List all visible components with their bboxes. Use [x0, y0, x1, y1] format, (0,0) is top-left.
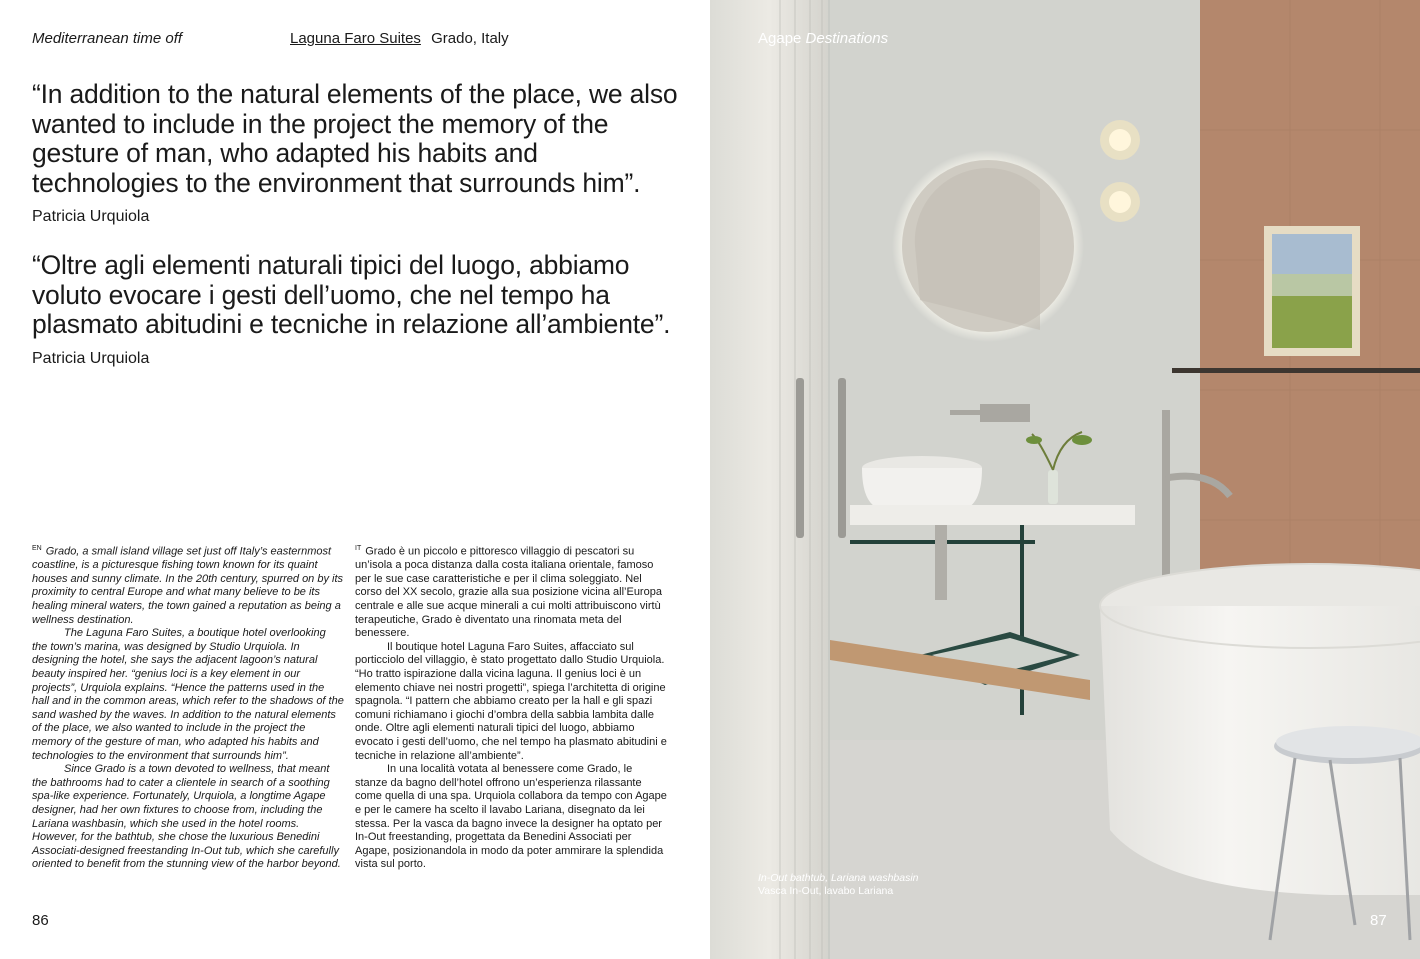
- section-title: Mediterranean time off: [32, 30, 183, 47]
- lang-tag-it: IT: [355, 545, 362, 552]
- body-column-en: [32, 542, 344, 872]
- lang-tag-en: EN: [32, 545, 42, 552]
- body-it-paragraph: $^{IT}$ Grado è un piccolo e pittoresco villaggio di pescatori su un’isola a poca distanza dalla costa italiana orientale, famoso per le sue case caratteristiche e per il clima soleggiato. Nel corso del XX secolo, grazie alla sua posizione vicina all’Europa centrale e alle sue acque minerali a cui molti attribuiscono virtù terapeutiche, Grado è diventato una rinomata meta del benessere.: [355, 545, 662, 640]
- hotel-name-link[interactable]: Laguna Faro Suites: [290, 30, 421, 47]
- caption-en: In-Out bathtub, Lariana washbasin: [758, 872, 919, 884]
- right-page: [710, 0, 1420, 959]
- body-en-paragraph: Since Grado is a town devoted to wellness, that meant the bathrooms had to cater a clientele in search of a soothing spa-like experience. Fortunately, Urquiola, a longtime Agape designer, had her own fixtures to choose from, including the Lariana washbasin, which she used in the hotel rooms. However, for the bathtub, she chose the luxurious Benedini Associati-designed freestanding In-Out tub, which she carefully oriented to benefit from the stunning view of the harbor beyond.: [32, 763, 341, 871]
- quote-it-text: “Oltre agli elementi naturali tipici del luogo, abbiamo voluto evocare i gesti dell’uomo, che nel tempo ha plasmato abitudini e tecniche in relazione all’ambiente”.: [32, 250, 671, 339]
- body-it-paragraph: Il boutique hotel Laguna Faro Suites, affacciato sul porticciolo del villaggio, è stato progettato dallo Studio Urquiola. “Ho tratto ispirazione dalla vicina laguna. Il genius loci è un elemento chiave nei nostri progetti”, spiega l’architetta di origine spagnola. “I pattern che abbiamo creato per la hall e gli spazi comuni richiamano i giochi d’ombra della sabbia lambita dalle onde. Oltre agli elementi naturali tipici del luogo, abbiamo evocato i gesti dell’uomo, che nel tempo ha plasmato abitudini e tecniche in relazione all’ambiente”.: [355, 640, 667, 762]
- page-number-left: 86: [32, 912, 49, 929]
- brand-name: Agape: [758, 30, 802, 47]
- pull-quote-it: [32, 251, 682, 373]
- body-en-paragraph: The Laguna Faro Suites, a boutique hotel overlooking the town’s marina, was designed by Studio Urquiola. In designing the hotel, she says the adjacent lagoon’s natural beauty inspired her. “genius loci is a key element in our projects”, Urquiola explains. “Hence the patterns used in the hall and in the common areas, which refer to the shadows of the sand washed by the waves. In addition to the natural elements of the place, we also wanted to include in the project the memory of the gesture of man, who adapted his habits and technologies to the environment that surrounds him”.: [32, 627, 344, 762]
- caption-it: Vasca In-Out, lavabo Lariana: [758, 885, 894, 897]
- body-column-it: [355, 542, 667, 872]
- page-number-right: 87: [1370, 912, 1387, 929]
- series-header: [758, 30, 888, 47]
- quote-en-text: “In addition to the natural elements of the place, we also wanted to include in the project the memory of the gesture of man, who adapted his habits and technologies to the environment that surrounds him”.: [32, 79, 678, 198]
- photo-caption: [758, 872, 919, 898]
- hotel-location: Grado, Italy: [431, 30, 509, 47]
- quote-en-author: Patricia Urquiola: [32, 208, 150, 225]
- hotel-header: [290, 30, 509, 47]
- series-name: Destinations: [805, 30, 889, 47]
- pull-quote-en: [32, 80, 682, 232]
- bathroom-photo: [710, 0, 1420, 959]
- body-en-paragraph: $^{EN}$ Grado, a small island village set just off Italy’s easternmost coastline, is a picturesque fishing town known for its quaint houses and sunny climate. In the 20th century, spurred on by its proximity to central Europe and what many believe to be its healing mineral waters, the town gained a reputation as being a wellness destination.: [32, 545, 344, 626]
- quote-it-author: Patricia Urquiola: [32, 349, 150, 367]
- body-it-paragraph: In una località votata al benessere come Grado, le stanze da bagno dell’hotel offrono un’esperienza rilassante come quella di una spa. Urquiola collabora da tempo con Agape e per le camere ha scelto il lavabo Lariana, disegnato da lei stessa. Per la vasca da bagno invece la designer ha optato per In-Out freestanding, progettata da Benedini Associati per Agape, posizionandola in modo da poter ammirare la splendida vista sul porto.: [355, 763, 667, 871]
